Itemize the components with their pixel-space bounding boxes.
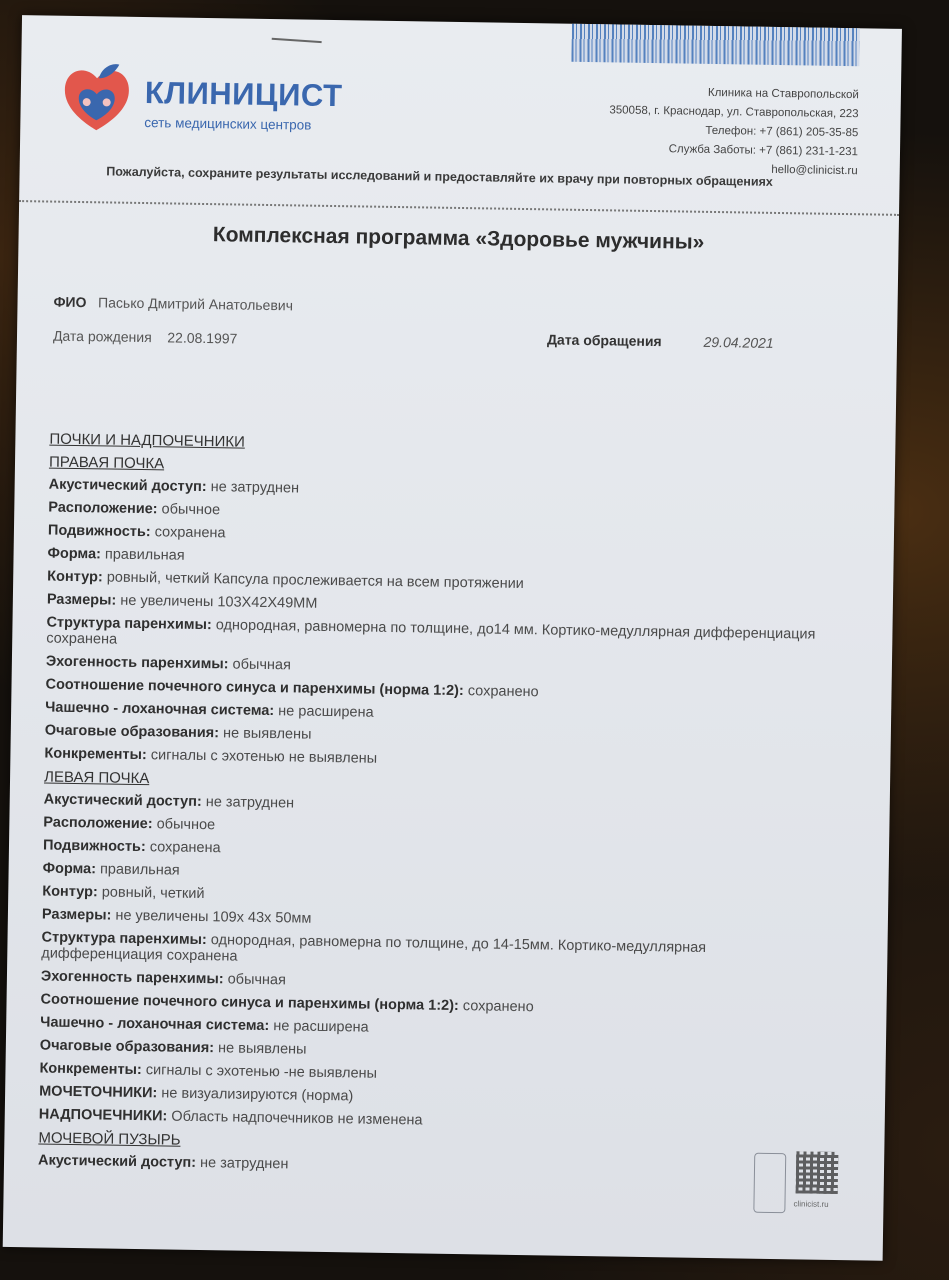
report-body — [38, 428, 830, 1185]
finding-value: правильная — [95, 861, 180, 879]
clinic-site: clinicist.ru — [793, 1199, 829, 1209]
finding-label: НАДПОЧЕЧНИКИ: — [38, 1106, 168, 1125]
finding-value: сохранена — [150, 524, 226, 542]
clinic-name: КЛИНИЦИСТ — [144, 75, 343, 114]
finding-label: Контур: — [47, 568, 103, 586]
section-kidneys-heading: ПОЧКИ И НАДПОЧЕЧНИКИ — [49, 430, 246, 451]
finding-value: ровный, четкий Капсула прослеживается на всем протяжении — [102, 569, 524, 593]
qr-code-icon — [796, 1151, 839, 1194]
finding-value: не выявлены — [213, 1040, 307, 1058]
birth-date: 22.08.1997 — [167, 329, 238, 347]
finding-label: Очаговые образования: — [44, 722, 220, 742]
clinic-care-phone: Служба Заботы: +7 (861) 231-1-231 — [668, 143, 859, 159]
section-right-kidney-heading: ПРАВАЯ ПОЧКА — [48, 453, 165, 473]
finding-label: Конкременты: — [39, 1060, 142, 1079]
finding-value: не затруднен — [195, 1154, 289, 1173]
finding-label: Акустический доступ: — [48, 476, 207, 496]
patient-name: Пасько Дмитрий Анатольевич — [98, 294, 294, 314]
finding-label: Контур: — [42, 883, 98, 901]
finding-label: Акустический доступ: — [37, 1152, 197, 1171]
finding-label: Структура паренхимы: — [41, 929, 207, 949]
finding-value: не увеличены 103Х42Х49ММ — [116, 592, 318, 612]
page-title: Комплексная программа «Здоровье мужчины» — [212, 223, 705, 254]
clinic-email: hello@clinicist.ru — [771, 163, 858, 178]
finding-value: обычное — [152, 816, 216, 834]
right-kidney-findings — [44, 474, 828, 778]
left-kidney-findings — [39, 789, 824, 1139]
clinic-contacts — [608, 82, 859, 181]
qr-block — [753, 1147, 854, 1219]
staple-mark — [272, 38, 322, 43]
section-bladder-heading: МОЧЕВОЙ ПУЗЫРЬ — [38, 1129, 181, 1149]
finding-value: Область надпочечников не изменена — [167, 1108, 423, 1129]
retention-notice: Пожалуйста, сохраните результаты исследований и предоставляйте их врачу при повторных обращениях — [106, 164, 773, 189]
finding-value: не выявлены — [218, 725, 312, 743]
finding-value: не расширена — [274, 703, 374, 721]
finding-value: не затруднен — [206, 479, 300, 497]
finding-value: обычная — [228, 656, 291, 674]
document-page — [3, 15, 902, 1261]
finding-label: Расположение: — [43, 814, 153, 833]
finding-value: не затруднен — [201, 794, 295, 812]
finding-label: Конкременты: — [44, 745, 147, 764]
finding-value: обычное — [157, 501, 221, 519]
finding-value: правильная — [100, 546, 185, 564]
finding-label: Соотношение почечного синуса и паренхимы (норма 1:2): — [40, 991, 459, 1015]
birth-date-field — [53, 328, 238, 347]
visit-date: 29.04.2021 — [703, 333, 774, 351]
finding-label: Очаговые образования: — [39, 1037, 215, 1057]
clinic-logo — [56, 58, 397, 143]
finding-value: сохранено — [463, 683, 539, 701]
finding-label: Форма: — [47, 545, 102, 563]
finding-value: сигналы с эхотенью не выявлены — [146, 747, 378, 767]
phone-icon — [753, 1153, 786, 1213]
barcode — [571, 24, 860, 67]
finding-value: не расширена — [269, 1018, 369, 1036]
finding-label: Размеры: — [41, 906, 112, 924]
clinic-branch: Клиника на Ставропольской — [707, 86, 859, 102]
finding-value: не увеличены 109х 43х 50мм — [111, 907, 312, 927]
finding-value: не визуализируются (норма) — [157, 1085, 354, 1105]
birth-date-label: Дата рождения — [52, 327, 152, 346]
finding-value: ровный, четкий — [97, 884, 205, 903]
finding-label: Чашечно - лоханочная система: — [45, 699, 275, 720]
clinic-phone: Телефон: +7 (861) 205-35-85 — [705, 124, 859, 140]
clinic-address: 350058, г. Краснодар, ул. Ставропольская, 223 — [609, 104, 859, 121]
finding-label: Эхогенность паренхимы: — [45, 653, 229, 673]
finding-value: однородная, равномерна по толщине, до14 мм. Кортико-медуллярная дифференциация сохранена — [46, 617, 816, 648]
finding-value: сохранена — [145, 839, 221, 857]
clinic-subtitle: сеть медицинских центров — [144, 115, 312, 133]
patient-name-label: ФИО — [53, 293, 87, 311]
tear-line-divider — [19, 200, 899, 216]
finding-label: Соотношение почечного синуса и паренхимы (норма 1:2): — [45, 676, 464, 700]
finding-value: сохранено — [458, 998, 534, 1016]
patient-name-field — [53, 294, 293, 314]
visit-date-field — [547, 331, 774, 351]
finding-label: Акустический доступ: — [43, 791, 202, 811]
finding-label: Размеры: — [46, 591, 117, 609]
finding-label: МОЧЕТОЧНИКИ: — [39, 1083, 158, 1102]
section-left-kidney-heading: ЛЕВАЯ ПОЧКА — [43, 768, 150, 788]
finding-value: сигналы с эхотенью -не выявлены — [141, 1062, 378, 1082]
finding-label: Чашечно - лоханочная система: — [40, 1014, 270, 1035]
finding-label: Подвижность: — [42, 837, 146, 856]
apple-heart-logo-icon — [56, 58, 137, 139]
finding-label: Эхогенность паренхимы: — [40, 968, 224, 988]
finding-label: Форма: — [42, 860, 97, 878]
finding-label: Подвижность: — [47, 522, 151, 541]
finding-label: Структура паренхимы: — [46, 614, 212, 634]
finding-label: Расположение: — [48, 499, 158, 518]
visit-date-label: Дата обращения — [546, 331, 662, 350]
finding-value: однородная, равномерна по толщине, до 14-15мм. Кортико-медуллярная дифференциация сохранена — [41, 932, 707, 965]
finding-value: обычная — [223, 971, 287, 989]
